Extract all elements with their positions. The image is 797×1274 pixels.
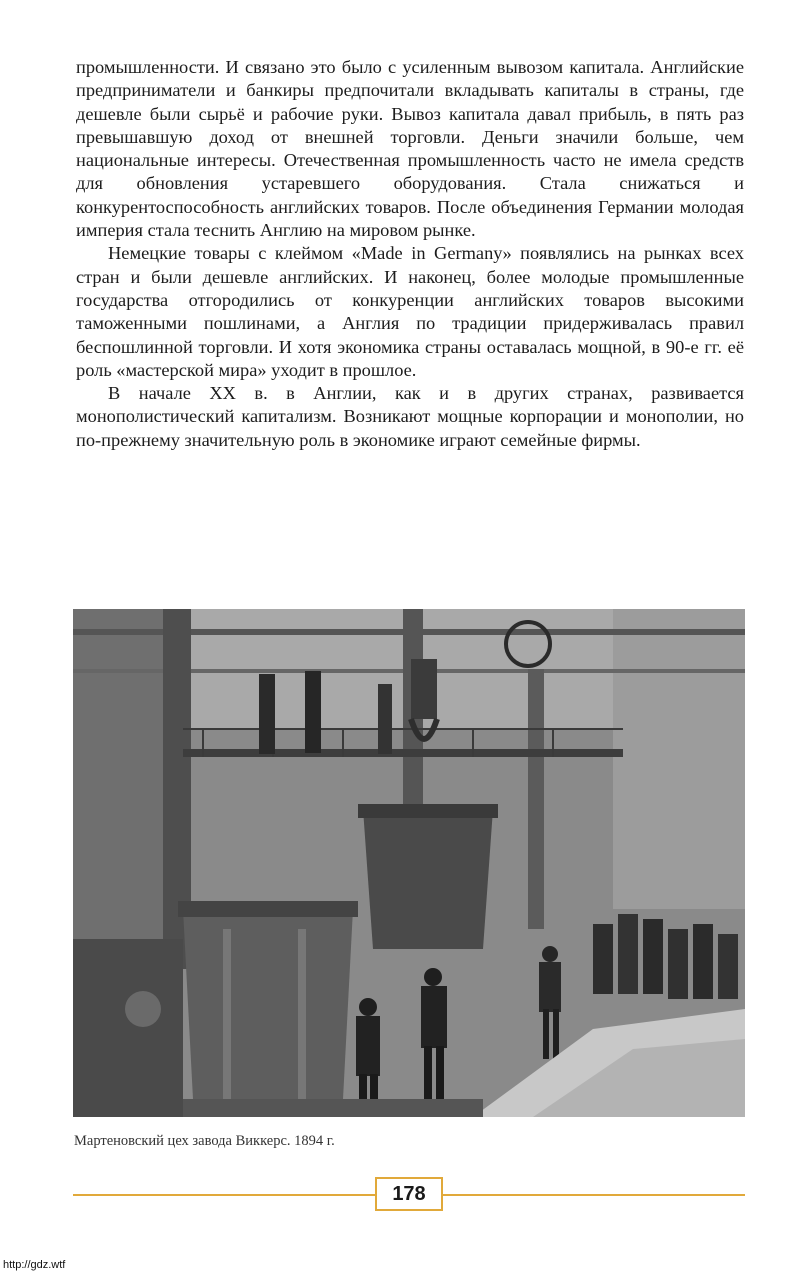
- figure-caption: Мартеновский цех завода Виккерс. 1894 г.: [74, 1133, 335, 1149]
- paragraph-1: промышленности. И связано это было с усиленным вывозом капитала. Английские предприниматели и банкиры предпочитали вкладывать капиталы в страны, где дешевле были сырьё и рабочие руки. Вывоз капитала давал прибыль, в пять раз превышавшую доход от внешней торговли. Деньги значили больше, чем национальные интересы. Отечественная промышленность часто не имела средств для обновления устаревшего оборудования. Стала снижаться и конкурентоспособность английских товаров. После объединения Германии молодая империя стала теснить Англию на мировом рынке.: [76, 57, 744, 241]
- factory-illustration: [73, 609, 745, 1117]
- watermark-link[interactable]: http://gdz.wtf: [0, 1258, 68, 1272]
- page-number: 178: [375, 1177, 443, 1211]
- footer-line-right: [443, 1194, 745, 1196]
- paragraph-3: В начале XX в. в Англии, как и в других странах, развивается монополистический капитализм. Возникают мощные корпорации и монополии, но по-прежнему значительную роль в экономике играют семейные фирмы.: [76, 383, 744, 450]
- body-text: [76, 56, 744, 452]
- paragraph-2: Немецкие товары с клеймом «Made in Germany» появлялись на рынках всех стран и были дешевле английских. И наконец, более молодые промышленные государства отгородились от конкуренции английских товаров высокими таможенными пошлинами, а Англия по традиции придерживалась правил беспошлинной торговли. И хотя экономика страны оставалась мощной, в 90-е гг. её роль «мастерской мира» уходит в прошлое.: [76, 243, 744, 380]
- footer-line-left: [73, 1194, 375, 1196]
- factory-photo: [73, 609, 745, 1117]
